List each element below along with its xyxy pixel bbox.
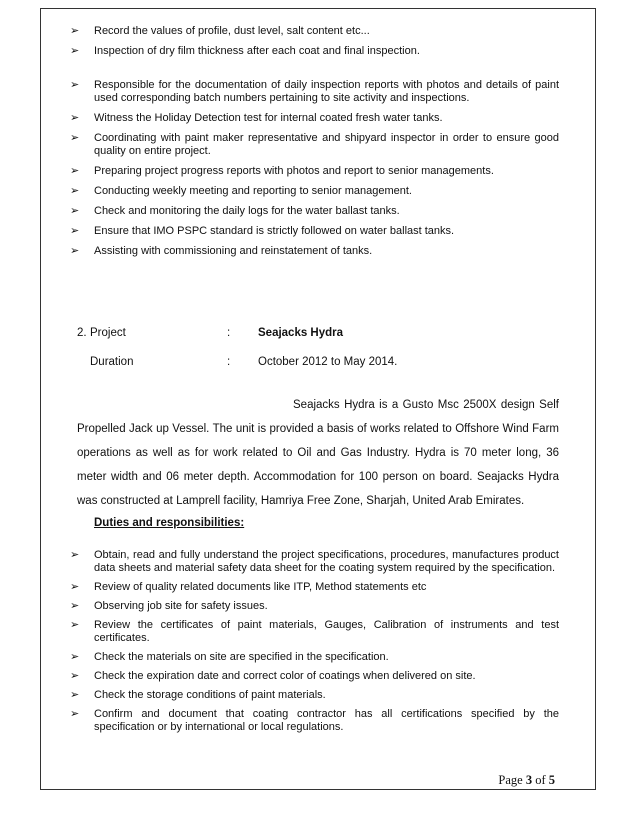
list-item: ➢ Review of quality related documents like ITP, Method statements etc (70, 581, 427, 593)
project-label: Project (90, 327, 126, 339)
duration-label: Duration (90, 356, 134, 368)
list-item: ➢ Coordinating with paint maker representative and shipyard inspector in order to ensure good quality on entire project. (70, 132, 559, 157)
arrow-bullet-icon: ➢ (70, 670, 80, 682)
duration-colon: : (227, 356, 231, 368)
arrow-bullet-icon: ➢ (70, 651, 80, 663)
page-number: Page 3 of 5 (498, 773, 555, 787)
list-item: ➢ Conducting weekly meeting and reporting to senior management. (70, 185, 412, 197)
list-item: ➢ Ensure that IMO PSPC standard is strictly followed on water ballast tanks. (70, 225, 455, 237)
list-item: ➢ Check the materials on site are specified in the specification. (70, 651, 389, 663)
list-item: ➢ Review the certificates of paint materials, Gauges, Calibration of instruments and test certificates. (70, 619, 559, 644)
project-description: Seajacks Hydra is a Gusto Msc 2500X design Self Propelled Jack up Vessel. The unit is provided a basis of works related to Offshore Wind Farm operations as well as for work related to Oil and Gas Industry. Hydra is 70 meter long, 36 meter width and 06 meter depth. Accommodation for 100 person on board. Seajacks Hydra was constructed at Lamprell facility, Hamriya Free Zone, Sharjah, United Arab Emirates. (77, 399, 559, 507)
list-item: ➢ Check the expiration date and correct color of coatings when delivered on site. (70, 670, 476, 682)
list-item: ➢ Assisting with commissioning and reinstatement of tanks. (70, 245, 373, 257)
arrow-bullet-icon: ➢ (70, 581, 80, 593)
arrow-bullet-icon: ➢ (70, 708, 80, 720)
list-item: ➢ Observing job site for safety issues. (70, 600, 268, 612)
list-item: ➢ Confirm and document that coating contractor has all certifications specified by the specification or by international or local regulations. (70, 708, 559, 733)
list-item: ➢ Check and monitoring the daily logs for the water ballast tanks. (70, 205, 400, 217)
duties-bullet-list (41, 549, 595, 740)
inspection-bullet-list (41, 25, 595, 265)
list-item: ➢ Witness the Holiday Detection test for internal coated fresh water tanks. (70, 112, 443, 124)
list-item: ➢ Responsible for the documentation of daily inspection reports with photos and details of paint used corresponding batch numbers pertaining to site activity and inspections. (70, 79, 559, 104)
project-name: Seajacks Hydra (258, 327, 344, 339)
page-frame (40, 8, 596, 790)
arrow-bullet-icon: ➢ (70, 132, 80, 144)
duration-value: October 2012 to May 2014. (258, 356, 398, 368)
arrow-bullet-icon: ➢ (70, 245, 80, 257)
arrow-bullet-icon: ➢ (70, 600, 80, 612)
list-item: ➢ Preparing project progress reports with photos and report to senior managements. (70, 165, 494, 177)
list-item: ➢ Record the values of profile, dust level, salt content etc... (70, 25, 370, 37)
arrow-bullet-icon: ➢ (70, 619, 80, 631)
arrow-bullet-icon: ➢ (70, 112, 80, 124)
arrow-bullet-icon: ➢ (70, 45, 80, 57)
arrow-bullet-icon: ➢ (70, 689, 80, 701)
arrow-bullet-icon: ➢ (70, 185, 80, 197)
list-item: ➢ Inspection of dry film thickness after each coat and final inspection. (70, 45, 420, 57)
arrow-bullet-icon: ➢ (70, 225, 80, 237)
project-colon: : (227, 327, 231, 339)
total-pages: 5 (548, 773, 555, 787)
duties-heading: Duties and responsibilities: (94, 517, 245, 529)
arrow-bullet-icon: ➢ (70, 549, 80, 561)
arrow-bullet-icon: ➢ (70, 79, 80, 91)
arrow-bullet-icon: ➢ (70, 205, 80, 217)
project-number: 2. (77, 327, 87, 339)
current-page: 3 (525, 773, 533, 787)
arrow-bullet-icon: ➢ (70, 25, 80, 37)
list-item: ➢ Check the storage conditions of paint materials. (70, 689, 326, 701)
list-item: ➢ Obtain, read and fully understand the project specifications, procedures, manufactures product data sheets and material safety data sheet for the coating system required by the specification. (70, 549, 559, 574)
arrow-bullet-icon: ➢ (70, 165, 80, 177)
